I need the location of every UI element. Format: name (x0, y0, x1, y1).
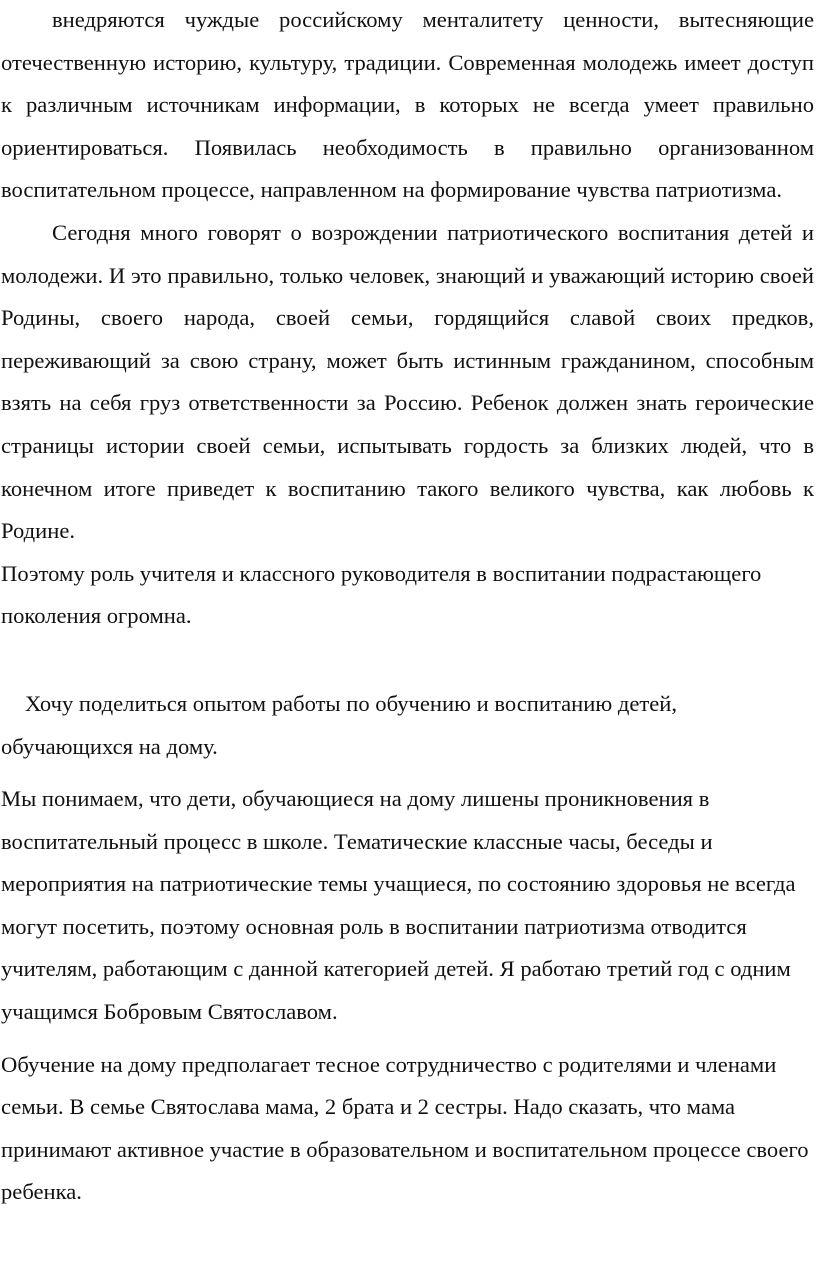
paragraph-2-tail: Поэтому роль учителя и классного руководителя в воспитании подрастающего поколения огромна. (1, 560, 762, 629)
paragraph-2: Сегодня много говорят о возрождении патриотического воспитания детей и молодежи. И это правильно, только человек, знающий и уважающий историю своей Родины, своего народа, своей семьи, гордящийся славой своих предков, переживающий за свою страну, может быть истинным гражданином, способным взять на себя груз ответственности за Россию. Ребенок должен знать героические страницы истории своей семьи, испытывать гордость за близких людей, что в конечном итоге приведет к воспитанию такого великого чувства, как любовь к Родине. (1, 219, 814, 544)
paragraph-5: Обучение на дому предполагает тесное сотрудничество с родителями и членами семьи. В семье Святослава мама, 2 брата и 2 сестры. Надо сказать, что мама принимают активное участие в образовательном и воспитательном процессе своего ребенка. (1, 1051, 809, 1205)
paragraph-1: внедряются чуждые российскому менталитету ценности, вытесняющие отечественную историю, культуру, традиции. Современная молодежь имеет доступ к различным источникам информации, в которых не всегда умеет правильно ориентироваться. Появилась необходимость в правильно организованном воспитательном процессе, направленном на формирование чувства патриотизма. (1, 7, 814, 203)
paragraph-3: Хочу поделиться опытом работы по обучению и воспитанию детей, обучающихся на дому. (1, 690, 678, 759)
paragraph-4: Мы понимаем, что дети, обучающиеся на дому лишены проникновения в воспитательный процесс в школе. Тематические классные часы, беседы и мероприятия на патриотические темы учащиеся, по состоянию здоровья не всегда могут посетить, поэтому основная роль в воспитании патриотизма отводится учителям, работающим с данной категорией детей. Я работаю третий год с одним учащимся Бобровым Святославом. (1, 786, 796, 1025)
